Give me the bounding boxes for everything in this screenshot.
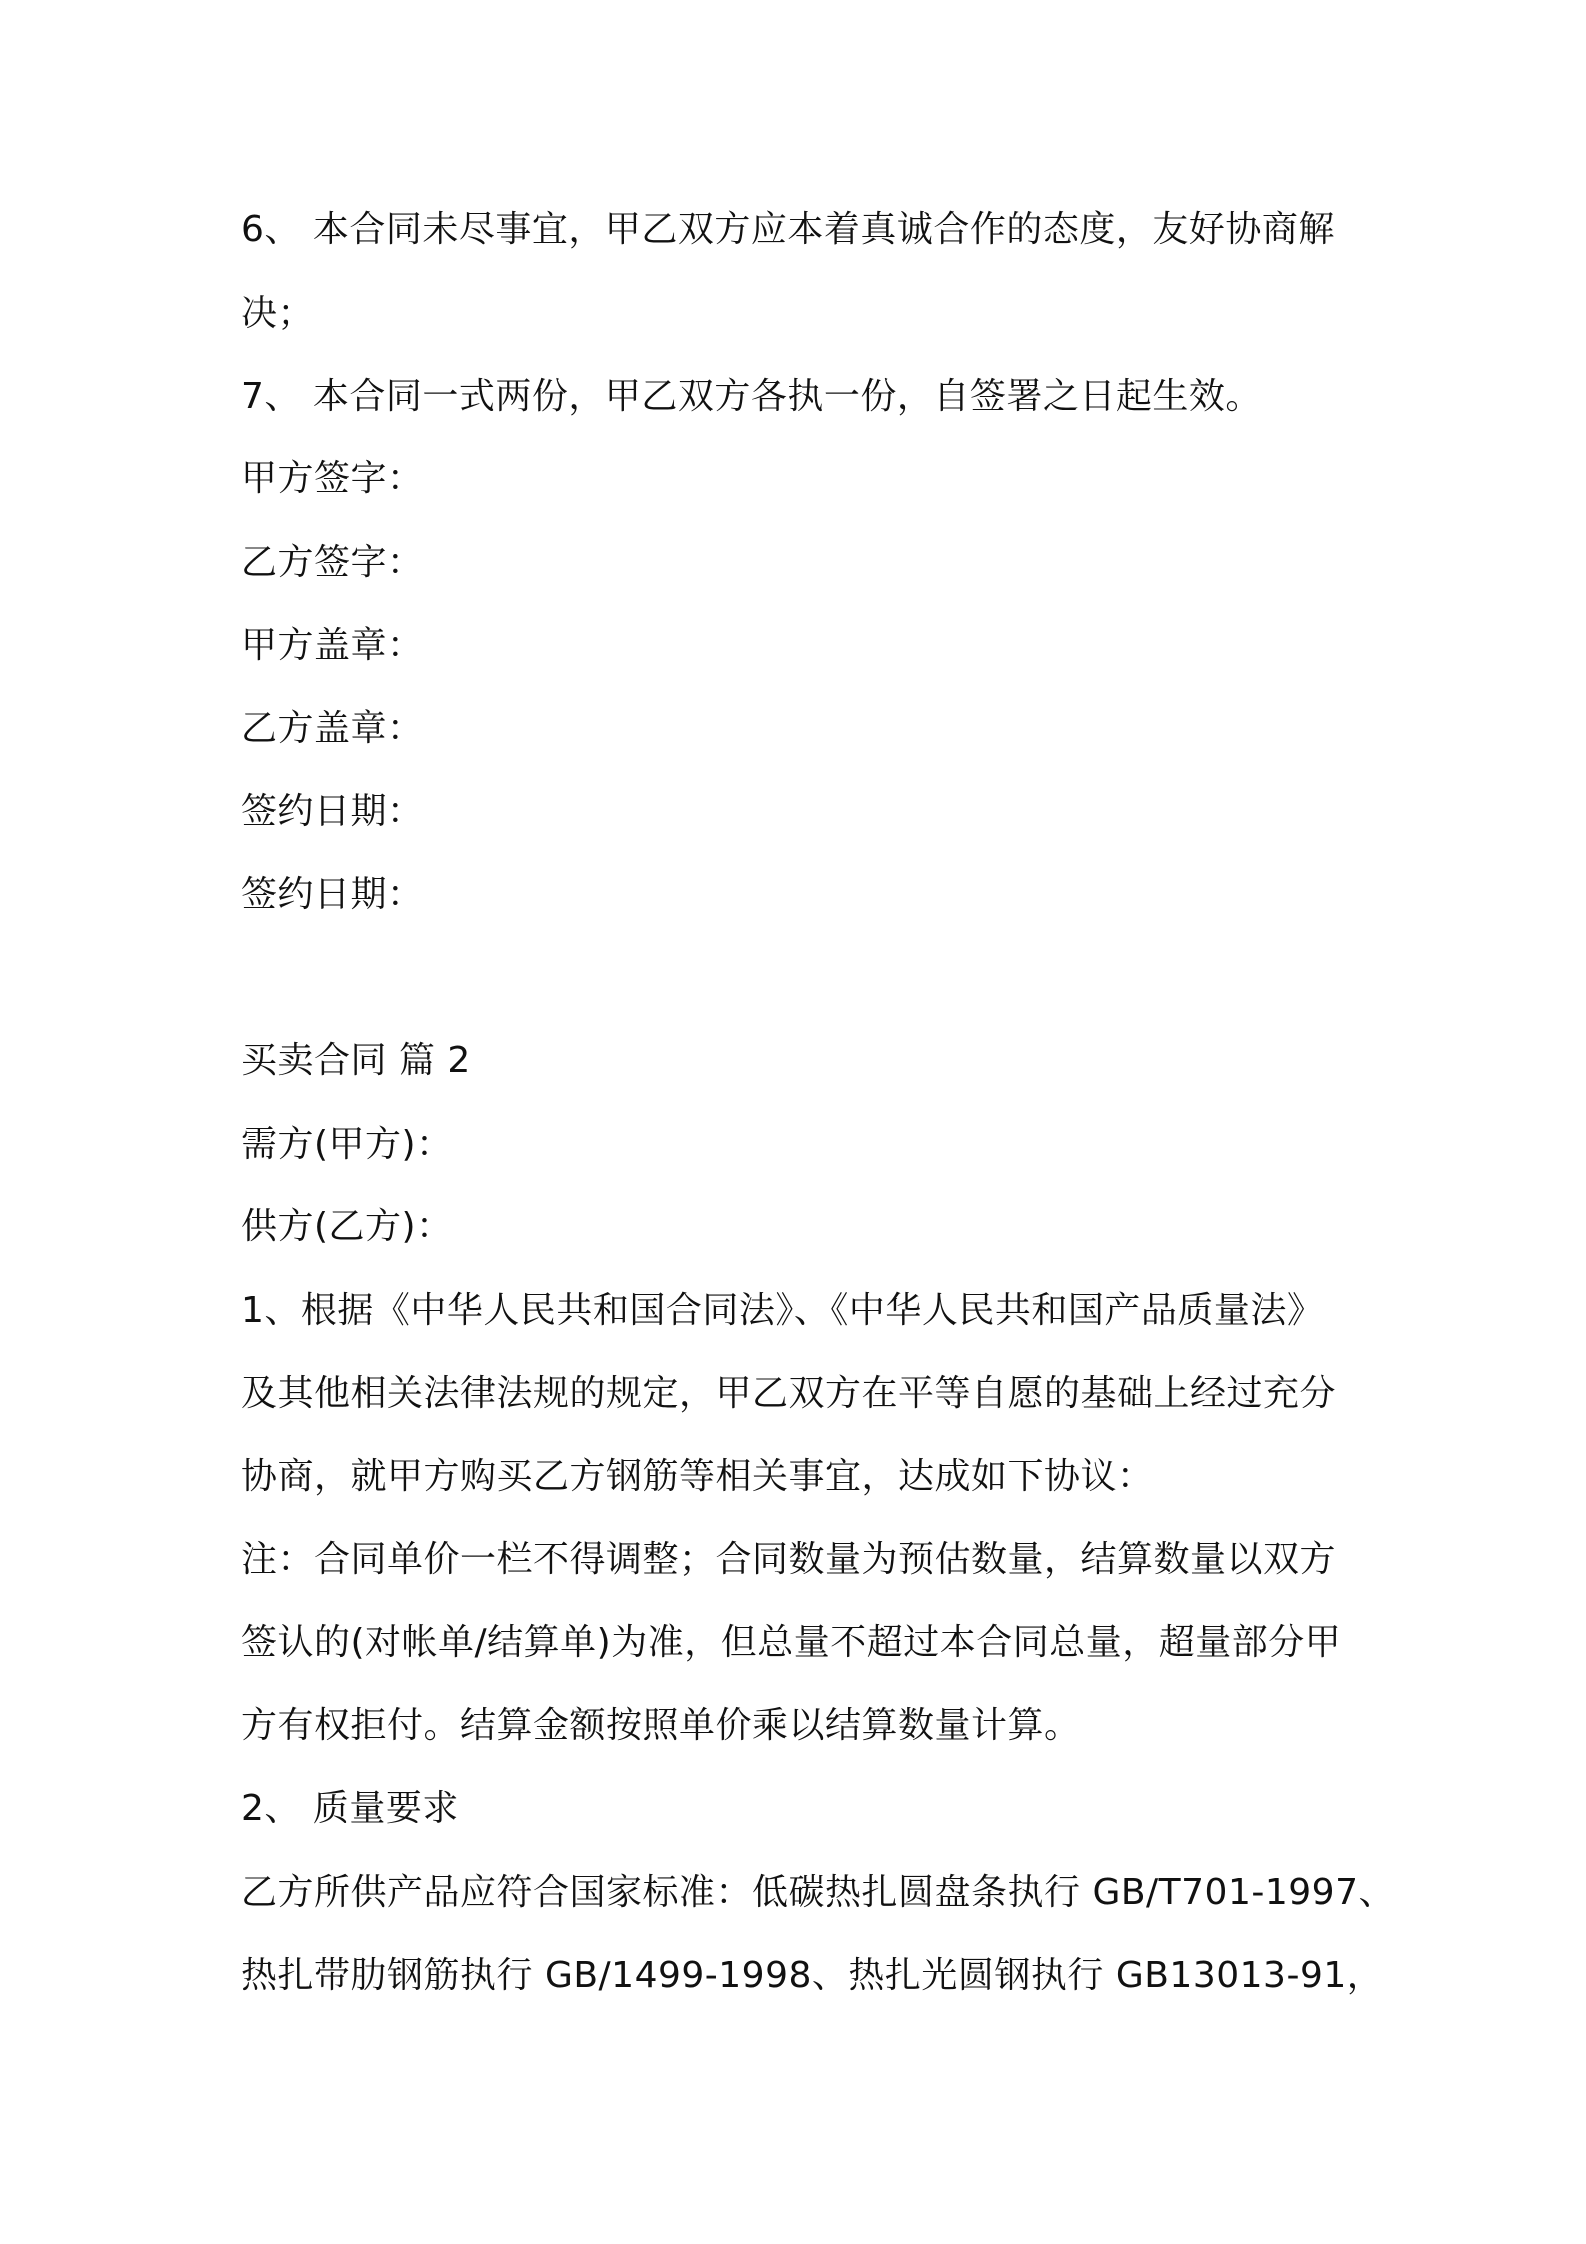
party-b-seal-label: 乙方盖章： xyxy=(241,708,424,749)
supplier-label: 供方(乙方)： xyxy=(241,1206,453,1247)
clause-1-line-3: 协商，就甲方购买乙方钢筋等相关事宜，达成如下协议： xyxy=(241,1456,1154,1497)
clause-6-line-2: 决； xyxy=(241,293,315,334)
note-line-2: 签认的(对帐单/结算单)为准，但总量不超过本合同总量，超量部分甲 xyxy=(241,1622,1342,1663)
party-a-seal-label: 甲方盖章： xyxy=(241,625,424,666)
note-line-1: 注：合同单价一栏不得调整；合同数量为预估数量，结算数量以双方 xyxy=(241,1539,1337,1580)
signing-date-label-2: 签约日期： xyxy=(241,874,424,915)
clause-2-heading: 2、 质量要求 xyxy=(241,1788,459,1829)
clause-1-line-1: 1、根据《中华人民共和国合同法》、《中华人民共和国产品质量法》 xyxy=(241,1290,1324,1331)
party-b-signature-label: 乙方签字： xyxy=(241,542,424,583)
party-a-signature-label: 甲方签字： xyxy=(241,458,424,499)
buyer-label: 需方(甲方)： xyxy=(241,1124,453,1165)
quality-line-2: 热扎带肋钢筋执行 GB/1499-1998、热扎光圆钢执行 GB13013-91， xyxy=(241,1955,1384,1996)
note-line-3: 方有权拒付。结算金额按照单价乘以结算数量计算。 xyxy=(241,1705,1081,1746)
quality-line-1: 乙方所供产品应符合国家标准：低碳热扎圆盘条执行 GB/T701-1997、 xyxy=(241,1872,1395,1913)
clause-1-line-2: 及其他相关法律法规的规定，甲乙双方在平等自愿的基础上经过充分 xyxy=(241,1373,1337,1414)
clause-7: 7、 本合同一式两份，甲乙双方各执一份，自签署之日起生效。 xyxy=(241,376,1262,417)
section-title: 买卖合同 篇 2 xyxy=(241,1040,471,1081)
signing-date-label-1: 签约日期： xyxy=(241,791,424,832)
clause-6-line-1: 6、 本合同未尽事宜，甲乙双方应本着真诚合作的态度，友好协商解 xyxy=(241,209,1335,250)
